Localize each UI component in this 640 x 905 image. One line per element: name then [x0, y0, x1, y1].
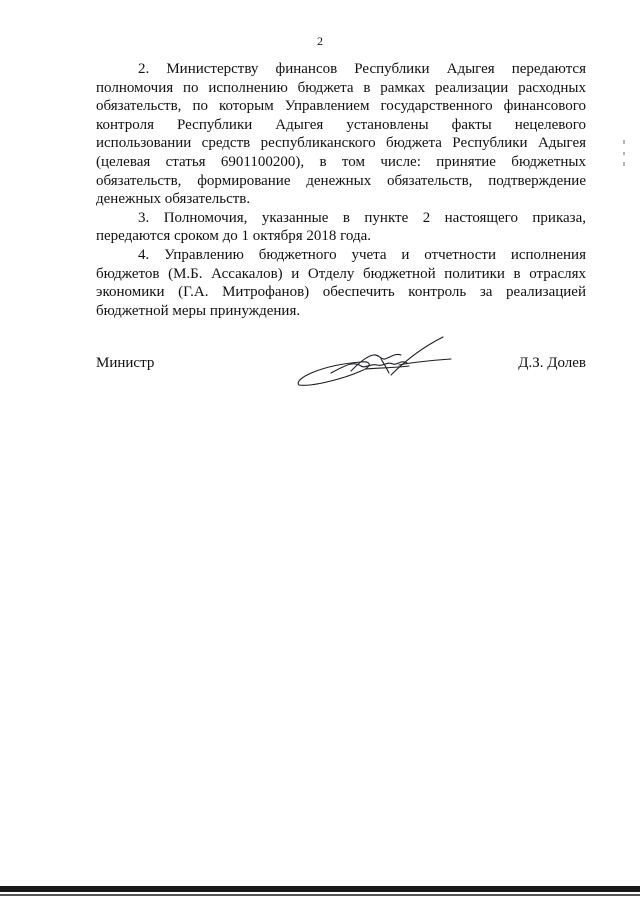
- margin-mark: [623, 152, 625, 155]
- paragraph-3: 3. Полномочия, указанные в пункте 2 настоящего приказа, передаются сроком до 1 октября 2018 года.: [96, 209, 586, 245]
- handwritten-signature: [291, 335, 461, 393]
- paragraph-4: 4. Управлению бюджетного учета и отчетности исполнения бюджетов (М.Б. Ассакалов) и Отделу бюджетной политики в отраслях экономики (Г.А. Митрофанов) обеспечить контроль за реализацией бюджетной меры принуждения.: [96, 246, 586, 319]
- margin-mark: [623, 162, 625, 166]
- paragraph-2: 2. Министерству финансов Республики Адыгея передаются полномочия по исполнению бюджета в рамках реализации расходных обязательств, по которым Управлением государственного финансового контроля Республики Адыгея установлены факты нецелевого использовании средств республиканского бюджета Республики Адыгея (целевая статья 6901100200), в том числе: принятие бюджетных обязательств, формирование денежных обязательств, подтверждение денежных обязательств.: [96, 61, 586, 208]
- document-body: [96, 60, 586, 320]
- signer-position: Министр: [96, 355, 155, 371]
- scan-edge-bar: [0, 886, 640, 892]
- signature-block: [96, 335, 586, 395]
- page-number: 2: [317, 34, 323, 48]
- margin-mark: [623, 140, 625, 144]
- signer-name: Д.З. Долев: [518, 355, 586, 371]
- scan-edge-line: [0, 894, 640, 896]
